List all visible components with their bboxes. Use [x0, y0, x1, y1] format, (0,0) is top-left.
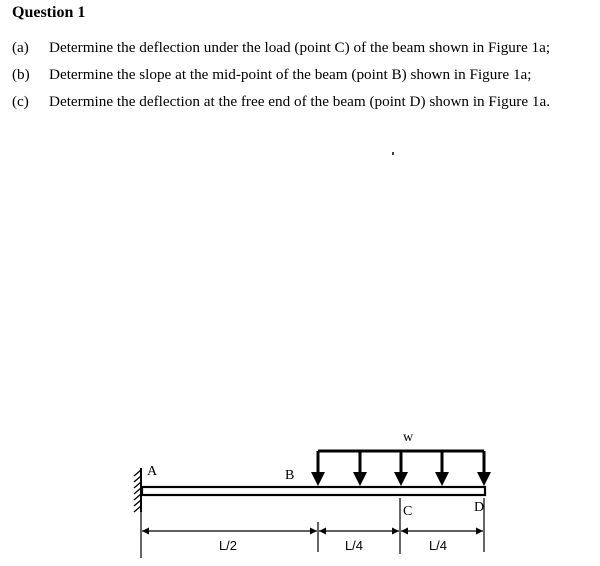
point-d-label: D: [474, 500, 485, 515]
question-text: Determine the deflection under the load (point C) of the beam shown in Figure 1a;: [49, 39, 551, 56]
distributed-load: [311, 451, 491, 486]
question-label: (a): [12, 39, 29, 56]
dimension-label-c: L/4: [344, 538, 364, 553]
load-label: w: [403, 430, 414, 445]
question-text: Determine the slope at the mid-point of the beam (point B) shown in Figure 1a;: [49, 66, 532, 83]
point-b-label: B: [285, 468, 295, 483]
point-a-label: A: [147, 464, 158, 479]
dimension-label-b: L/2: [218, 538, 238, 553]
load-arrowhead: [477, 472, 491, 486]
load-arrowhead: [394, 472, 408, 486]
fixed-support: [134, 468, 141, 512]
beam: [142, 487, 485, 495]
question-label: (c): [12, 93, 29, 110]
question-title: Question 1: [12, 4, 86, 21]
dimension-label-d: L/4: [428, 538, 448, 553]
question-label: (b): [12, 66, 30, 83]
question-text: Determine the deflection at the free end of the beam (point D) shown in Figure 1a.: [49, 93, 551, 110]
load-arrowhead: [353, 472, 367, 486]
load-arrowhead: [435, 472, 449, 486]
point-c-label: C: [403, 504, 413, 519]
load-arrowhead: [311, 472, 325, 486]
